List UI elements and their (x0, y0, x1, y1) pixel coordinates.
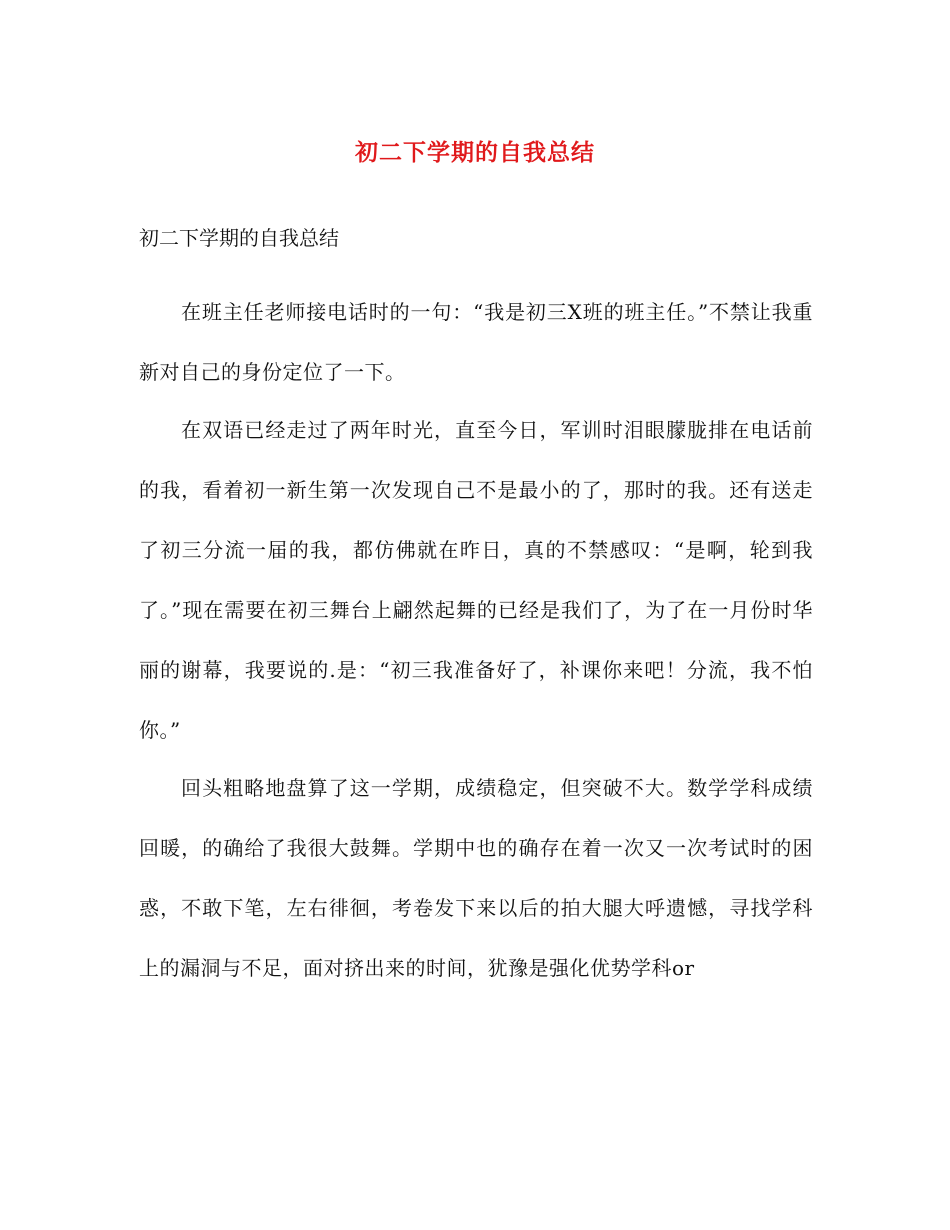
document-subtitle: 初二下学期的自我总结 (139, 226, 339, 250)
document-body (139, 222, 813, 998)
paragraph: 在班主任老师接电话时的一句：“我是初三X班的班主任。”不禁让我重新对自己的身份定位了一下。 (139, 300, 813, 384)
paragraph: 在双语已经走过了两年时光，直至今日，军训时泪眼朦胧排在电话前的我，看着初一新生第一次发现自己不是最小的了，那时的我。还有送走了初三分流一届的我，都仿佛就在昨日，真的不禁感叹：“是啊，轮到我了。”现在需要在初三舞台上翩然起舞的已经是我们了，为了在一月份时华丽的谢幕，我要说的.是：“初三我准备好了，补课你来吧！分流，我不怕你。” (139, 418, 813, 742)
document-title: 初二下学期的自我总结 (355, 140, 595, 166)
paragraph: 回头粗略地盘算了这一学期，成绩稳定，但突破不大。数学学科成绩回暖，的确给了我很大鼓舞。学期中也的确存在着一次又一次考试时的困惑，不敢下笔，左右徘徊，考卷发下来以后的拍大腿大呼遗憾，寻找学科上的漏洞与不足，面对挤出来的时间，犹豫是强化优势学科or (139, 776, 813, 980)
